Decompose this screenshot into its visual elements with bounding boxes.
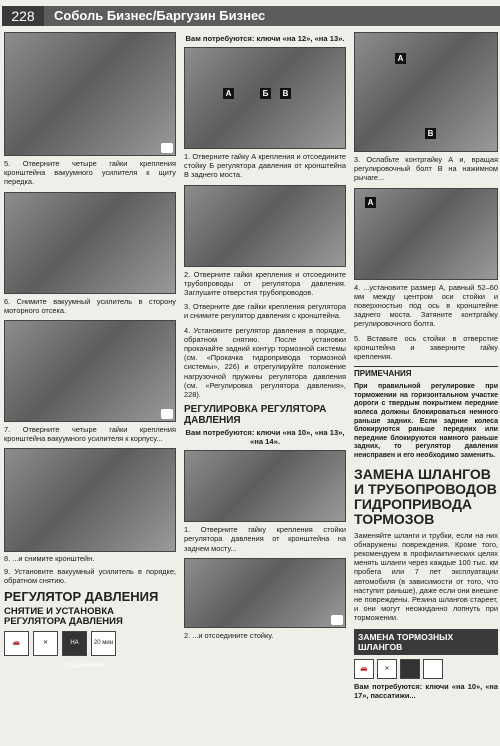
page-header xyxy=(0,6,500,26)
section-title-regulator: РЕГУЛЯТОР ДАВЛЕНИЯ xyxy=(4,589,159,605)
note-box xyxy=(354,366,498,460)
car-icon: 🚗 xyxy=(4,631,29,656)
note-title: ПРИМЕЧАНИЯ xyxy=(354,369,412,379)
photo-booster-removal xyxy=(4,192,176,294)
lift-icon: НА ПОДЪЕМНИКЕ xyxy=(62,631,87,656)
label-a-2: А xyxy=(395,53,406,64)
tools-needed-3: Вам потребуются: ключи «на 10», «на 17», пассатижи... xyxy=(354,681,498,700)
step-2: 2. Отверните гайки крепления и отсоедините трубопроводы от регулятора давления. Заглушите отверстия трубопроводов. xyxy=(184,269,346,298)
label-v: В xyxy=(280,88,291,99)
label-b: Б xyxy=(260,88,271,99)
page-number: 228 xyxy=(2,6,44,26)
adjust-step-1: 1. Отверните гайку крепления стойки регулятора давления от кронштейна на заднем мосту... xyxy=(184,525,346,553)
adjust-step-4: 4. ...установите размер А, равный 52–60 мм между центром оси стойки и поверхностью под ось в кронштейне заднего моста. Затяните контргайку регулировочного болта. xyxy=(354,282,498,329)
photo-strut-nut xyxy=(184,450,346,522)
difficulty-icons xyxy=(4,631,176,670)
photo-regulator-strut xyxy=(184,47,346,149)
subsection-banner: ЗАМЕНА ТОРМОЗНЫХ ШЛАНГОВ xyxy=(354,629,498,655)
photo-pipes xyxy=(184,185,346,267)
step-7: 7. Отверните четыре гайки крепления кронштейна вакуумного усилителя к корпусу... xyxy=(4,425,176,444)
step-5: 5. Отверните четыре гайки крепления кронштейна вакуумного усилителя к щиту передка. xyxy=(4,159,176,187)
tools-needed: Вам потребуются: ключи «на 12», «на 13». xyxy=(185,34,345,43)
photo-bracket-nuts xyxy=(4,320,176,422)
hoses-intro: Заменяйте шланги и трубки, если на них обнаружены повреждения. Кроме того, рекомендуем в профилактических целях менять шланги через каждые 100 тыс. км пробега или 7 лет эксплуатации автомобиля (в зависимости от того, что наступит раньше), даже если они внешне не повреждены. Резина шлангов стареет, и они могут неожиданно лопнуть при торможении. xyxy=(354,530,498,623)
photo-vacuum-booster-nuts xyxy=(4,32,176,156)
note-text: При правильной регулировке при торможении на горизонтальном участке дороги с твердым покрытием передние колеса должны блокироваться немного раньше задних. Если задние колеса блокируются раньше передних или передние блокируются намного раньше задних, то регулятор давления неисправен и его необходимо заменить. xyxy=(354,383,498,459)
adjust-step-2: 2. ...и отсоедините стойку. xyxy=(184,630,274,640)
step-8: 8. ...и снимите кронштейн. xyxy=(4,554,95,564)
label-a-3: А xyxy=(365,197,376,208)
adjust-step-5: 5. Вставьте ось стойки в отверстие кронштейна и заверните гайку крепления. xyxy=(354,333,498,362)
difficulty-icons-2 xyxy=(354,659,498,679)
car-icon: 🚗 xyxy=(354,659,374,679)
step-6: 6. Снимите вакуумный усилитель в сторону моторного отсека. xyxy=(4,296,176,315)
section-title-adjust: РЕГУЛИРОВКА РЕГУЛЯТОРА ДАВЛЕНИЯ xyxy=(184,404,327,427)
running-title: Соболь Бизнес/Баргузин Бизнес xyxy=(44,6,500,26)
tools-icon: ✕ xyxy=(377,659,397,679)
label-a: А xyxy=(223,88,234,99)
photo-dimension-a xyxy=(354,188,498,280)
photo-bracket xyxy=(4,448,176,552)
adjust-step-3: 3. Ослабьте контргайку А и, вращая регулировочный болт В на нажимном рычаге... xyxy=(354,155,498,183)
wrench-icon xyxy=(161,143,173,153)
column-middle xyxy=(184,32,346,645)
tools-needed-2: Вам потребуются: ключи «на 10», «на 13», «на 14». xyxy=(185,428,345,447)
photo-strut-detached xyxy=(184,558,346,628)
step-3: 3. Отверните две гайки крепления регулятора и снимите регулятор давления с кронштейна. xyxy=(184,302,346,321)
column-left xyxy=(4,32,176,670)
tools-icon: ✕ xyxy=(33,631,58,656)
subsection-removal: СНЯТИЕ И УСТАНОВКА РЕГУЛЯТОРА ДАВЛЕНИЯ xyxy=(4,606,123,628)
clock-icon xyxy=(423,659,443,679)
lift-icon xyxy=(400,659,420,679)
clock-icon: 20 мин xyxy=(91,631,116,656)
step-1: 1. Отверните гайку А крепления и отсоедините стойку Б регулятора давления от кронштейна В заднего моста. xyxy=(184,152,346,180)
wrench-icon xyxy=(161,409,173,419)
wrench-icon xyxy=(331,615,343,625)
step-9: 9. Установите вакуумный усилитель в порядке, обратном снятию. xyxy=(4,566,176,585)
photo-locknut xyxy=(354,32,498,152)
label-v-2: В xyxy=(425,128,436,139)
section-title-hoses: ЗАМЕНА ШЛАНГОВ И ТРУБОПРОВОДОВ ГИДРОПРИВОДА ТОРМОЗОВ xyxy=(354,465,497,527)
column-right xyxy=(354,32,498,705)
step-4: 4. Установите регулятор давления в порядке, обратном снятию. После установки прокачайте задний контур тормозной системы (см. «Прокачка гидропривода тормозной системы», 226) и отрегулируйте положение нагрузочной пружины регулятора давления (см. «Регулировка регулятора давления», 228). xyxy=(184,325,346,400)
